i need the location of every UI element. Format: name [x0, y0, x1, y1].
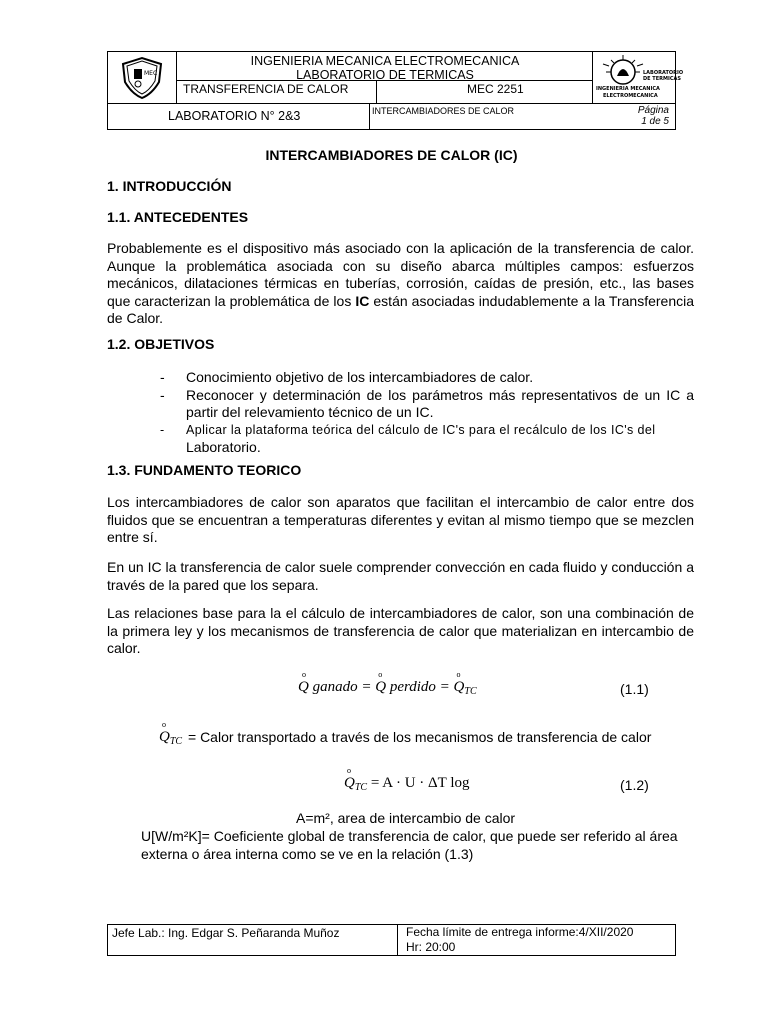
equation-1-2: o $Q_{TC} = A \cdot U \cdot \Delta T$ log [344, 766, 470, 793]
svg-text:INGENIERIA MECANICA: INGENIERIA MECANICA [596, 86, 660, 92]
section-heading-1-1: 1.1. ANTECEDENTES [107, 209, 249, 225]
equation-1-1: o Q ganado = o Q perdido = o $Q_{TC}$ [298, 670, 477, 697]
svg-text:MEC: MEC [144, 70, 158, 77]
equation-number-1-2: (1.2) [620, 777, 649, 793]
list-item-continuation: Laboratorio. [186, 439, 261, 455]
paragraph-convection: En un IC la transferencia de calor suele comprender convección en cada fluido y conducción a través de la pared que los separa. [107, 559, 694, 593]
deadline-date: Fecha límite de entrega informe:4/XII/2020 [406, 925, 634, 939]
section-heading-1-3: 1.3. FUNDAMENTO TEORICO [107, 462, 302, 478]
u-definition-line1: U[W/m²K]= Coeficiente global de transferencia de calor, que puede ser referido al área [141, 828, 678, 844]
laboratory-logo-icon [593, 52, 684, 104]
deadline-hour: Hr: 20:00 [406, 940, 456, 954]
area-definition: A=m², area de intercambio de calor [296, 810, 516, 826]
equation-number-1-1: (1.1) [620, 681, 649, 697]
deadline-cell [398, 925, 675, 955]
lab-chief: Jefe Lab.: Ing. Edgar S. Peñaranda Muñoz [108, 925, 398, 955]
shield-logo-icon [108, 52, 177, 104]
paragraph-relations: Las relaciones base para la el cálculo de intercambiadores de calor, son una combinación de la primera ley y los mecanismos de transferencia de calor que materializan en intercambio de calor. [107, 605, 694, 656]
paragraph-definition: Los intercambiadores de calor son aparatos que facilitan el intercambio de calor entre dos fluidos que se encuentran a temperaturas diferentes y evitan al mismo tiempo que se mezclen entre sí. [107, 494, 694, 545]
lab-number: LABORATORIO N° 2&3 [108, 104, 370, 129]
list-item: - Aplicar la plataforma teórica del cálculo de IC's para el recálculo de los IC's del [160, 422, 656, 437]
ic-bold-term: IC [355, 292, 370, 309]
svg-text:ELECTROMECANICA: ELECTROMECANICA [603, 93, 658, 99]
section-heading-1-2: 1.2. OBJETIVOS [107, 336, 215, 352]
paragraph-antecedentes: Probablemente es el dispositivo más asociado con la aplicación de la transferencia de calor. Aunque la problemática asociada con su diseño abarca múltiples campos: esfuerzos mecánicos, dilataciones térmicas en tuberías, corrosión, caídas de presión, etc., las bases que caracterizan la problemática de los IC están asociadas indudablemente a la Transferencia de Calor. [107, 240, 695, 326]
list-item: - Reconocer y determinación de los parámetros más representativos de un IC a partir del relevamiento técnico de un IC. [160, 386, 694, 420]
page-label: Página [637, 105, 669, 116]
svg-text:LABORATORIO: LABORATORIO [643, 70, 684, 76]
page-count: 1 de 5 [641, 116, 669, 127]
document-title: INTERCAMBIADORES DE CALOR (IC) [265, 147, 518, 163]
svg-text:DE TERMICAS: DE TERMICAS [643, 76, 681, 82]
qtc-symbol: o $Q_{TC}$ [159, 720, 183, 747]
list-item: - Conocimiento objetivo de los intercambiadores de calor. [160, 369, 534, 385]
u-definition-line2: externa o área interna como se ve en la relación (1.3) [141, 846, 474, 862]
section-heading-1: 1. INTRODUCCIÓN [107, 178, 232, 194]
left-logo-cell [108, 52, 177, 104]
header-table [107, 51, 684, 130]
footer-table [107, 924, 676, 956]
page-indicator [600, 104, 675, 129]
header-title-line2: LABORATORIO DE TERMICAS [296, 68, 474, 82]
right-logo-cell [593, 52, 684, 104]
objectives-list [160, 369, 694, 457]
header-title-cell [177, 52, 593, 104]
lab-topic: INTERCAMBIADORES DE CALOR [372, 106, 515, 116]
header-subrow [177, 80, 593, 105]
qtc-description: = Calor transportado a través de los mecanismos de transferencia de calor [188, 729, 652, 745]
course-code: MEC 2251 [467, 82, 524, 96]
header-title-line1: INGENIERIA MECANICA ELECTROMECANICA [250, 54, 520, 68]
subject-label: TRANSFERENCIA DE CALOR [177, 81, 377, 104]
